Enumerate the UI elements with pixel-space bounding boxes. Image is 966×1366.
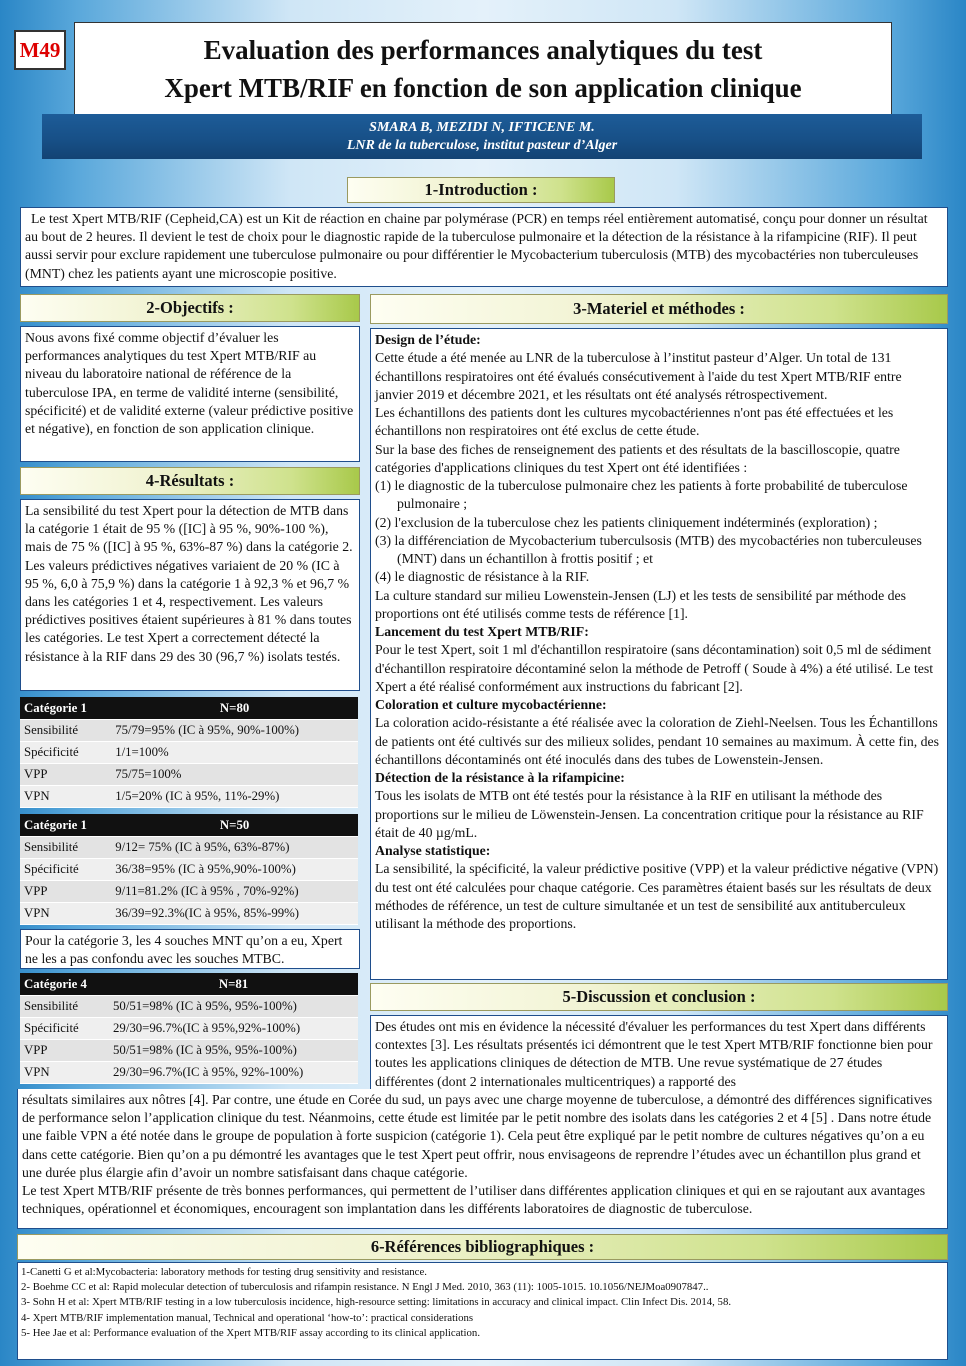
discussion-text-bottom bbox=[17, 1089, 948, 1229]
design-paragraph-3: Sur la base des fiches de renseignement des patients et des résultats de la bascilloscopie, quatre catégories d'applications cliniques du test Xpert ont été identifiées : bbox=[375, 441, 900, 475]
row-label: Spécificité bbox=[20, 1018, 109, 1040]
title-line-1: Evaluation des performances analytiques du test bbox=[203, 35, 763, 65]
row-value: 9/12= 75% (IC à 95%, 63%-87%) bbox=[111, 837, 358, 859]
row-value: 50/51=98% (IC à 95%, 95%-100%) bbox=[109, 1040, 358, 1062]
row-label: VPN bbox=[20, 903, 111, 925]
discussion-heading: 5-Discussion et conclusion : bbox=[370, 983, 948, 1011]
table-category: Catégorie 4 bbox=[20, 973, 109, 996]
row-value: 1/5=20% (IC à 95%, 11%-29%) bbox=[111, 786, 358, 808]
list-item: (4) le diagnostic de résistance à la RIF. bbox=[375, 569, 590, 585]
list-item: (3) la différenciation de Mycobacterium tuberculsosis (MTB) des mycobactéries non tuberculeuses (MNT) dans un échantillon à frottis positif ; et bbox=[375, 532, 922, 566]
authors-banner bbox=[42, 114, 922, 159]
table-n: N=80 bbox=[111, 697, 358, 720]
detection-text: Tous les isolats de MTB ont été testés pour la résistance à la RIF en utilisant la méthode des proportions sur le milieu de Löwenstein-Jensen. La concentration critique pour la résistance au RIF était de 40 µg/mL. bbox=[375, 788, 924, 840]
table-category: Catégorie 1 bbox=[20, 814, 111, 837]
table-n: N=50 bbox=[111, 814, 358, 837]
list-item: (1) le diagnostic de la tuberculose pulmonaire chez les patients à forte probabilité de tuberculose pulmonaire ; bbox=[375, 478, 908, 512]
conclusion-paragraph: Le test Xpert MTB/RIF présente de très bonnes performances, qui permettent de l’utiliser dans différentes application cliniques et qui en se rajoutant aux avantages techniques, opérationnel et économiques, encouragent son implantation dans les différents laboratoires de diagnostic de tuberculose. bbox=[22, 1183, 926, 1217]
row-value: 29/30=96.7%(IC à 95%, 92%-100%) bbox=[109, 1062, 358, 1084]
resultats-text: La sensibilité du test Xpert pour la détection de MTB dans la catégorie 1 était de 95 % ([IC] à 95 %, 90%-100 %), mais de 75 % ([IC] à 95 %, 63%-87 %) dans la catégorie 2. Les valeurs prédictives négatives variaient de 20 % (IC à 95 %, 6,0 à 75,9 %) dans la catégorie 1 à 92,3 % et 96,7 % dans les catégories 1 et 4, respectivement. Les valeurs prédictives positives étaient supérieures à 81 % dans toutes les catégories. Le test Xpert a correctement détecté la résistance à la RIF dans 29 des 30 (96,7 %) isolats testés. bbox=[20, 499, 360, 691]
row-value: 75/79=95% (IC à 95%, 90%-100%) bbox=[111, 720, 358, 742]
references-heading: 6-Références bibliographiques : bbox=[17, 1234, 948, 1260]
table-n: N=81 bbox=[109, 973, 358, 996]
row-label: VPP bbox=[20, 764, 111, 786]
results-table-2 bbox=[20, 814, 358, 925]
results-table-1 bbox=[20, 697, 358, 808]
design-paragraph-1: Cette étude a été menée au LNR de la tuberculose à l’institut pasteur d’Alger. Un total de 131 échantillons respiratoires ont été évalués consécutivement à l'aide du test Xpert MTB/RIF entre janvier 2019 et décembre 2021, et les résultats ont été analysés rétrospectivement. bbox=[375, 350, 902, 402]
poster-title bbox=[74, 22, 892, 116]
table-category: Catégorie 1 bbox=[20, 697, 111, 720]
references-list bbox=[17, 1262, 948, 1360]
row-label: Sensibilité bbox=[20, 720, 111, 742]
methodes-text bbox=[370, 328, 948, 980]
row-label: VPN bbox=[20, 786, 111, 808]
discussion-paragraph: résultats similaires aux nôtres [4]. Par contre, une étude en Corée du sud, un pays avec une charge moyenne de tuberculose, a démontré des différences significatives de performance selon l’application clinique du test. Néanmoins, cette étude est limitée par le petit nombre des isolats dans les catégories 2 et 4 [5] . Dans notre étude une faible VPN a été notée dans le groupe de population à forte suspicion (catégorie 1). Cela peut être expliqué par le petit nombre de cultures négatives qu’on a eu dans cette catégorie. Bien qu’on a pu démontré les avantages que le test Xpert peut offrir, nous envisageons de reprendre l’études avec un échantillon plus grand et une durée plus élargie afin d’avoir un nombre satisfaisant dans chaque catégorie. bbox=[22, 1092, 933, 1180]
design-title: Design de l’étude: bbox=[375, 332, 481, 347]
resultats-heading: 4-Résultats : bbox=[20, 467, 360, 495]
row-value: 36/38=95% (IC à 95%,90%-100%) bbox=[111, 859, 358, 881]
reference-item: 5- Hee Jae et al: Performance evaluation of the Xpert MTB/RIF assay according to its clinical application. bbox=[21, 1326, 481, 1339]
row-label: Spécificité bbox=[20, 859, 111, 881]
detection-title: Détection de la résistance à la rifampicine: bbox=[375, 770, 625, 785]
row-label: Sensibilité bbox=[20, 837, 111, 859]
coloration-text: La coloration acido-résistante a été réalisée avec la coloration de Ziehl-Neelsen. Tous les Échantillons de patients ont été cultivés sur des milieux solides, pendant 10 semaines au maximum. À cette fin, des échantillons décontaminés ont été inoculés dans des tubes de Lowenstein-Jensen. bbox=[375, 715, 940, 767]
row-label: Sensibilité bbox=[20, 996, 109, 1018]
authors: SMARA B, MEZIDI N, IFTICENE M. bbox=[369, 120, 595, 135]
affiliation: LNR de la tuberculose, institut pasteur d’Alger bbox=[346, 138, 618, 153]
introduction-heading: 1-Introduction : bbox=[347, 177, 615, 203]
objectifs-heading: 2-Objectifs : bbox=[20, 294, 360, 322]
analyse-text: La sensibilité, la spécificité, la valeur prédictive positive (VPP) et la valeur prédictive négative (VPN) du test ont été calculées pour chaque catégorie. Ces paramètres étaient basés sur les résultats de deux méthodes de référence, un test de culture simultanée et un test de sensibilité aux antituberculeux utilisant la méthode des proportions. bbox=[375, 861, 939, 931]
row-value: 36/39=92.3%(IC à 95%, 85%-99%) bbox=[111, 903, 358, 925]
row-value: 9/11=81.2% (IC à 95% , 70%-92%) bbox=[111, 881, 358, 903]
discussion-text-top: Des études ont mis en évidence la nécessité d'évaluer les performances du test Xpert dans différents contextes [3]. Les résultats présentés ici démontrent que le test Xpert MTB/RIF fonctionne bien pour toutes les applications cliniques de détection de MTB. Une revue systématique de 27 études différentes (dont 2 internationales multicentriques) a rapporté des bbox=[370, 1015, 948, 1089]
lancement-text: Pour le test Xpert, soit 1 ml d'échantillon respiratoire (sans décontamination) soit 0,5 ml de sédiment d'échantillon respiratoire décontaminé selon la méthode de Petroff ( Soude à 4%) a été utilisé. Le test Xpert a été réalisé conformément aux instructions du fabricant [2]. bbox=[375, 642, 934, 694]
methodes-heading: 3-Materiel et méthodes : bbox=[370, 294, 948, 324]
analyse-title: Analyse statistique: bbox=[375, 843, 491, 858]
reference-item: 3- Sohn H et al: Xpert MTB/RIF testing in a low tuberculosis incidence, high-resource setting: limitations in accuracy and clinical impact. Clin Infect Dis. 2014, 58. bbox=[21, 1296, 732, 1309]
design-paragraph-2: Les échantillons des patients dont les cultures mycobactériennes n'ont pas été effectuées et les échantillons non respiratoires ont été exclus de cette étude. bbox=[375, 405, 894, 439]
row-label: Spécificité bbox=[20, 742, 111, 764]
reference-item: 2- Boehme CC et al: Rapid molecular detection of tuberculosis and rifampin resistance. N Engl J Med. 2010, 363 (11): 1005-1015. 10.1056/NEJMoa0907847.. bbox=[21, 1281, 709, 1294]
category-3-note: Pour la catégorie 3, les 4 souches MNT qu’on a eu, Xpert ne les a pas confondu avec les souches MTBC. bbox=[20, 929, 360, 969]
row-value: 29/30=96.7%(IC à 95%,92%-100%) bbox=[109, 1018, 358, 1040]
lancement-title: Lancement du test Xpert MTB/RIF: bbox=[375, 624, 589, 639]
row-label: VPP bbox=[20, 1040, 109, 1062]
objectifs-text: Nous avons fixé comme objectif d’évaluer les performances analytiques du test Xpert MTB/RIF au niveau du laboratoire national de référence de la tuberculose IPA, en terme de validité interne (sensibilité, spécificité) et de validité externe (valeur prédictive positive et négative), en fonction de son application clinique. bbox=[20, 326, 360, 462]
reference-item: 1-Canetti G et al:Mycobacteria: laboratory methods for testing drug sensitivity and resistance. bbox=[21, 1266, 427, 1278]
list-item: (2) l'exclusion de la tuberculose chez les patients cliniquement indéterminés (exploration) ; bbox=[375, 514, 878, 530]
poster-code: M49 bbox=[14, 30, 66, 70]
coloration-title: Coloration et culture mycobactérienne: bbox=[375, 697, 607, 712]
row-value: 75/75=100% bbox=[111, 764, 358, 786]
results-table-3 bbox=[20, 973, 358, 1084]
row-value: 50/51=98% (IC à 95%, 95%-100%) bbox=[109, 996, 358, 1018]
introduction-text: Le test Xpert MTB/RIF (Cepheid,CA) est un Kit de réaction en chaine par polymérase (PCR) en temps réel entièrement automatisé, conçu pour donner un résultat au bout de 2 heures. Il devient le test de choix pour le diagnostic rapide de la tuberculose pulmonaire et la détection de la résistance à la rifampicine (RIF). Il peut aussi servir pour exclure rapidement une tuberculose pulmonaire ou pour différentier le Mycobacterium tuberculosis (MTB) des mycobactéries non tuberculeuses (MNT) chez les patients ayant une microscopie positive. bbox=[20, 207, 948, 287]
reference-item: 4- Xpert MTB/RIF implementation manual, Technical and operational ‘how-to’: practical considerations bbox=[21, 1311, 474, 1324]
title-line-2: Xpert MTB/RIF en fonction de son application clinique bbox=[164, 73, 802, 103]
row-value: 1/1=100% bbox=[111, 742, 358, 764]
row-label: VPN bbox=[20, 1062, 109, 1084]
row-label: VPP bbox=[20, 881, 111, 903]
design-paragraph-4: La culture standard sur milieu Lowenstein-Jensen (LJ) et les tests de sensibilité par méthode des proportions ont été utilisés comme tests de référence [1]. bbox=[375, 587, 907, 621]
